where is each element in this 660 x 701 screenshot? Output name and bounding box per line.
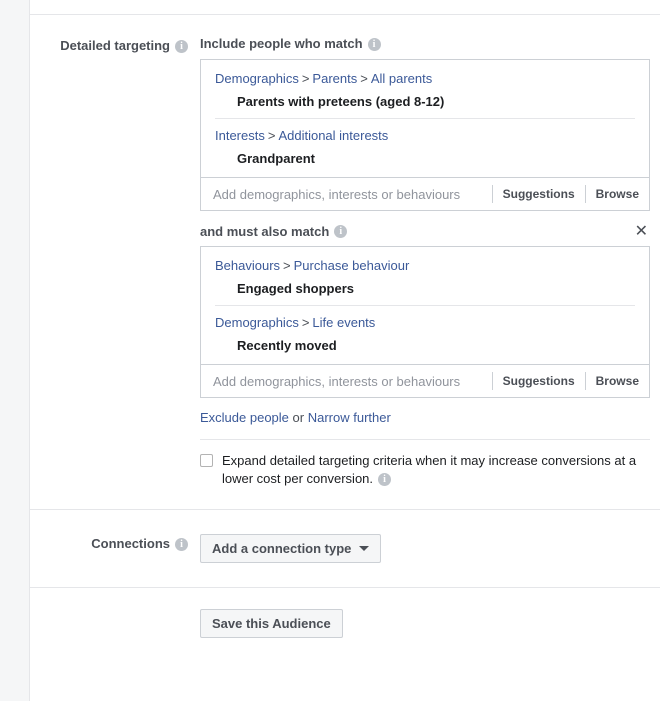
expand-targeting-checkbox[interactable] [200, 454, 213, 467]
targeting-entry [215, 127, 635, 177]
breadcrumb-crumb[interactable]: Parents [312, 71, 358, 86]
info-icon[interactable]: i [378, 473, 391, 486]
and-must-also-match-label: and must also match [200, 224, 330, 239]
breadcrumb-crumb[interactable]: Behaviours [215, 258, 281, 273]
breadcrumb-crumb[interactable]: All parents [370, 71, 433, 86]
include-people-title: Include people who match i [200, 36, 650, 51]
targeting-item[interactable]: Grandparent [237, 151, 316, 166]
targeting-input-row [201, 177, 649, 210]
browse-button[interactable]: Browse [595, 374, 639, 388]
targeting-entry [215, 70, 635, 119]
breadcrumb-crumb[interactable]: Purchase behaviour [293, 258, 410, 273]
content-area [30, 0, 660, 701]
suggestions-button[interactable]: Suggestions [502, 374, 575, 388]
breadcrumb-separator: > [301, 315, 310, 330]
save-audience-button[interactable] [200, 609, 343, 638]
narrow-targeting-box [200, 246, 650, 398]
targeting-entry [215, 314, 635, 364]
breadcrumb-crumb[interactable]: Demographics [215, 315, 299, 330]
breadcrumb [215, 257, 635, 276]
targeting-item[interactable]: Parents with preteens (aged 8-12) [215, 89, 635, 119]
expand-divider [200, 439, 650, 440]
targeting-search-input[interactable] [201, 374, 492, 389]
narrow-further-link[interactable]: Narrow further [307, 410, 391, 425]
detailed-targeting-label-col [30, 36, 200, 53]
and-must-also-match-header [200, 224, 650, 239]
save-audience-row [30, 588, 660, 638]
targeting-input-actions [492, 365, 649, 397]
connections-field [200, 534, 660, 563]
info-icon[interactable]: i [368, 38, 381, 51]
exclude-people-link[interactable]: Exclude people [200, 410, 289, 425]
save-audience-label: Save this Audience [212, 616, 331, 631]
left-gutter [0, 0, 30, 701]
expand-targeting-label: Expand detailed targeting criteria when it may increase conversions at a lower cost per conversion. i [222, 453, 637, 486]
breadcrumb-separator: > [301, 71, 310, 86]
expand-targeting-row [200, 452, 650, 488]
targeting-input-row [201, 364, 649, 397]
info-icon[interactable]: i [175, 538, 188, 551]
detailed-targeting-section [30, 15, 660, 488]
breadcrumb-crumb[interactable]: Demographics [215, 71, 299, 86]
targeting-search-input[interactable] [201, 187, 492, 202]
breadcrumb-crumb[interactable]: Interests [215, 128, 265, 143]
suggestions-button[interactable]: Suggestions [502, 187, 575, 201]
breadcrumb-separator: > [360, 71, 368, 86]
include-targeting-list [201, 60, 649, 177]
include-targeting-box [200, 59, 650, 211]
breadcrumb [215, 70, 635, 89]
breadcrumb-separator: > [283, 258, 291, 273]
targeting-entry [215, 257, 635, 306]
info-icon[interactable]: i [334, 225, 347, 238]
breadcrumb [215, 314, 635, 333]
close-icon[interactable]: ✕ [634, 222, 648, 240]
targeting-item[interactable]: Recently moved [237, 338, 337, 353]
breadcrumb-crumb[interactable]: Life events [312, 315, 376, 330]
connections-label: Connections [91, 536, 170, 551]
targeting-input-actions [492, 178, 649, 210]
chevron-down-icon [359, 546, 369, 551]
add-connection-type-label: Add a connection type [212, 541, 352, 556]
breadcrumb-crumb[interactable]: Additional interests [278, 128, 389, 143]
browse-button[interactable]: Browse [595, 187, 639, 201]
detailed-targeting-label: Detailed targeting [60, 38, 170, 53]
info-icon[interactable]: i [175, 40, 188, 53]
connections-label-col [30, 534, 200, 551]
detailed-targeting-fields [200, 36, 660, 488]
targeting-links-row [200, 410, 650, 425]
or-text: or [292, 410, 305, 425]
connections-section [30, 510, 660, 563]
narrow-targeting-list [201, 247, 649, 364]
add-connection-type-button[interactable] [200, 534, 381, 563]
breadcrumb [215, 127, 635, 146]
targeting-item[interactable]: Engaged shoppers [215, 276, 635, 306]
breadcrumb-separator: > [267, 128, 276, 143]
